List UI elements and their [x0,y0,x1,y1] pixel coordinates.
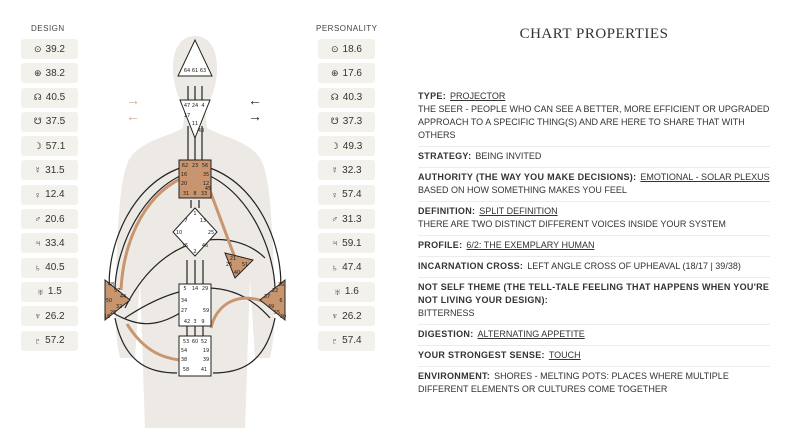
planet-value: 57.4 [342,189,362,201]
design-planet-mars[interactable] [21,209,78,229]
gate-label: 42 [183,319,191,325]
prop-type [418,87,770,147]
gate-label: 34 [180,298,188,304]
design-planet-jupiter[interactable] [21,233,78,253]
gate-label: 31 [182,191,190,197]
personality-planet-mars[interactable] [318,209,375,229]
gate-label: 51 [241,262,249,268]
design-planet-pluto[interactable] [21,331,78,351]
mars-icon: ♂ [331,214,339,225]
gate-label: 39 [202,357,210,363]
gate-label: 33 [200,191,208,197]
gate-label: 3 [193,319,197,325]
gate-label: 37 [263,294,271,300]
gate-label: 25 [207,230,215,236]
planet-value: 40.5 [45,262,65,274]
design-planet-neptune[interactable] [21,306,78,326]
south-node-icon: ☋ [330,116,339,127]
gate-label: 60 [191,339,199,345]
gate-label: 19 [202,348,210,354]
planet-value: 1.6 [344,286,359,298]
prop-strategy [418,147,770,168]
gate-label: 6 [279,298,283,304]
planet-value: 38.2 [45,67,65,79]
gate-label: 17 [183,113,191,119]
planet-value: 59.1 [342,237,362,249]
neptune-icon: ♆ [34,311,42,322]
prop-incarnation-cross [418,257,770,278]
gate-label: 38 [180,357,188,363]
prop-profile-label: PROFILE: [418,240,463,250]
gate-label: 5 [183,286,187,292]
prop-digestion-link[interactable]: ALTERNATING APPETITE [477,329,585,339]
moon-icon: ☽ [330,140,339,151]
personality-planet-uranus[interactable] [318,282,375,302]
gate-label: 9 [201,319,205,325]
gate-label: 55 [273,310,281,316]
planet-value: 37.5 [45,116,66,128]
planet-value: 33.4 [45,237,65,249]
personality-planet-pluto[interactable] [318,331,375,351]
gate-label: 35 [202,172,210,178]
prop-sense-label: YOUR STRONGEST SENSE: [418,350,545,360]
gate-label: 22 [271,288,279,294]
gate-label: 20 [180,181,188,187]
gate-label: 54 [180,348,188,354]
prop-type-label: TYPE: [418,91,447,101]
planet-value: 31.3 [342,213,362,225]
saturn-icon: ♄ [34,262,42,273]
personality-top-arrow-icon: ← [248,92,262,108]
uranus-icon: ♅ [37,286,44,297]
gate-label: 24 [191,103,199,109]
prop-not-self-theme [418,278,770,325]
planet-value: 39.2 [45,43,65,55]
jupiter-icon: ♃ [34,238,42,249]
gate-label: 43 [197,128,205,134]
gate-label: 18 [103,314,111,320]
prop-authority-desc: BASED ON HOW SOMETHING MAKES YOU FEEL [418,185,627,195]
planet-value: 31.5 [45,164,65,176]
personality-planet-earth[interactable] [318,63,375,83]
design-planet-moon[interactable] [21,136,78,156]
planet-value: 49.3 [342,140,363,152]
uranus-icon: ♅ [334,286,341,297]
prop-environment-value: SHORES - MELTING POTS: PLACES WHERE MULTIPLE DIFFERENT ELEMENTS OR CULTURES COME TOGETHER [418,371,729,394]
bodygraph-chart [85,28,305,438]
prop-authority-label: AUTHORITY (THE WAY YOU MAKE DECISIONS): [418,172,637,182]
venus-icon: ♀ [34,189,42,200]
gate-label: 12 [202,181,210,187]
gate-label: 63 [199,68,207,74]
jupiter-icon: ♃ [331,238,339,249]
gate-label: 16 [180,172,188,178]
gate-label: 45 [204,186,212,192]
design-planet-venus[interactable] [21,185,78,205]
personality-bottom-arrow-icon: → [248,108,262,124]
gate-label: 61 [191,68,199,74]
gate-label: 4 [201,103,205,109]
gate-label: 7 [184,218,188,224]
prop-not-self-desc: BITTERNESS [418,308,475,318]
planet-value: 40.3 [342,92,363,104]
planet-value: 57.4 [342,335,362,347]
prop-authority-link[interactable]: EMOTIONAL - SOLAR PLEXUS [640,172,770,182]
prop-strategy-value: BEING INVITED [475,151,542,161]
prop-strongest-sense [418,346,770,367]
planet-value: 1.5 [47,286,62,298]
sun-icon: ⊙ [33,43,42,54]
prop-profile-link[interactable]: 6/2: THE EXEMPLARY HUMAN [466,240,595,250]
gate-label: 48 [107,282,115,288]
gate-label: 29 [201,286,209,292]
gate-label: 44 [119,294,127,300]
prop-strategy-label: STRATEGY: [418,151,472,161]
gate-label: 14 [191,286,199,292]
chart-properties-title: CHART PROPERTIES [519,26,669,42]
design-planet-north-node[interactable] [21,88,78,108]
gate-label: 30 [279,314,287,320]
personality-planet-sun[interactable] [318,39,375,59]
gate-label: 15 [181,243,189,249]
prop-type-desc: THE SEER - PEOPLE WHO CAN SEE A BETTER, MORE EFFICIENT OR UPGRADED APPROACH TO A SPECIFIC THING(S) AND ARE HERE TO SHARE THAT WITH OTHERS [418,104,770,140]
neptune-icon: ♆ [331,311,339,322]
gate-label: 64 [183,68,191,74]
planet-value: 18.6 [342,43,362,55]
personality-column-title: PERSONALITY [316,24,378,33]
gate-label: 21 [229,256,237,262]
design-planet-earth[interactable] [21,63,78,83]
prop-definition-desc: THERE ARE TWO DISTINCT DIFFERENT VOICES INSIDE YOUR SYSTEM [418,219,726,229]
design-bottom-arrow-icon: ← [126,108,140,124]
prop-incarnation-value: LEFT ANGLE CROSS OF UPHEAVAL (18/17 | 39/38) [527,261,741,271]
design-planet-sun[interactable] [21,39,78,59]
gate-label: 40 [233,270,241,276]
gate-label: 28 [109,310,117,316]
north-node-icon: ☊ [330,92,339,103]
design-planet-mercury[interactable] [21,160,78,180]
north-node-icon: ☊ [33,92,42,103]
mars-icon: ♂ [34,214,42,225]
prop-type-link[interactable]: PROJECTOR [450,91,506,101]
saturn-icon: ♄ [331,262,339,273]
pluto-icon: ♇ [34,335,42,346]
design-column-title: DESIGN [31,24,65,33]
planet-value: 37.3 [342,116,363,128]
prop-environment [418,367,770,400]
prop-digestion-label: DIGESTION: [418,329,474,339]
personality-planets-column [318,39,375,355]
personality-planet-neptune[interactable] [318,306,375,326]
gate-label: 8 [193,191,197,197]
gate-label: 49 [267,304,275,310]
design-top-arrow-icon: → [126,92,140,108]
planet-value: 57.2 [45,335,65,347]
gate-label: 2 [193,249,197,255]
personality-planet-moon[interactable] [318,136,375,156]
gate-label: 10 [175,230,183,236]
gate-label: 41 [200,367,208,373]
pluto-icon: ♇ [331,335,339,346]
prop-environment-label: ENVIRONMENT: [418,371,491,381]
design-planet-uranus[interactable] [21,282,78,302]
gate-label: 56 [201,163,209,169]
planet-value: 47.4 [342,262,362,274]
prop-profile [418,236,770,257]
prop-definition [418,202,770,236]
gate-label: 62 [181,163,189,169]
prop-sense-link[interactable]: TOUCH [548,350,581,360]
gate-label: 53 [182,339,190,345]
mercury-icon: ☿ [34,165,42,176]
personality-planet-saturn[interactable] [318,258,375,278]
prop-authority [418,168,770,202]
south-node-icon: ☋ [33,116,42,127]
planet-value: 40.5 [45,92,66,104]
personality-planet-venus[interactable] [318,185,375,205]
gate-label: 27 [180,308,188,314]
prop-definition-link[interactable]: SPLIT DEFINITION [479,206,558,216]
planet-value: 20.6 [45,213,65,225]
planet-value: 57.1 [45,140,66,152]
sun-icon: ⊙ [330,43,339,54]
personality-planet-mercury[interactable] [318,160,375,180]
earth-icon: ⊕ [33,67,42,78]
prop-digestion [418,325,770,346]
planet-value: 17.6 [342,67,362,79]
prop-incarnation-label: INCARNATION CROSS: [418,261,524,271]
planet-value: 12.4 [45,189,65,201]
personality-planet-south-node[interactable] [318,112,375,132]
gate-label: 58 [182,367,190,373]
design-planet-south-node[interactable] [21,112,78,132]
gate-label: 1 [193,211,197,217]
planet-value: 26.2 [45,310,65,322]
gate-label: 26 [225,262,233,268]
gate-label: 36 [277,282,285,288]
gate-label: 13 [199,218,207,224]
gate-label: 46 [201,243,209,249]
personality-planet-jupiter[interactable] [318,233,375,253]
gate-label: 50 [105,298,113,304]
gate-label: 47 [183,103,191,109]
design-planets-column [21,39,78,355]
prop-definition-label: DEFINITION: [418,206,476,216]
moon-icon: ☽ [33,140,42,151]
design-planet-saturn[interactable] [21,258,78,278]
gate-label: 57 [113,288,121,294]
venus-icon: ♀ [331,189,339,200]
gate-label: 32 [115,304,123,310]
mercury-icon: ☿ [331,165,339,176]
personality-planet-north-node[interactable] [318,88,375,108]
earth-icon: ⊕ [330,67,339,78]
planet-value: 32.3 [342,164,362,176]
prop-not-self-label: NOT SELF THEME (THE TELL-TALE FEELING THAT HAPPENS WHEN YOU'RE NOT LIVING YOUR DESIGN): [418,282,770,305]
gate-label: 11 [191,121,199,127]
gate-label: 23 [191,163,199,169]
gate-label: 52 [200,339,208,345]
chart-properties-panel [418,20,770,400]
planet-value: 26.2 [342,310,362,322]
gate-label: 59 [202,308,210,314]
